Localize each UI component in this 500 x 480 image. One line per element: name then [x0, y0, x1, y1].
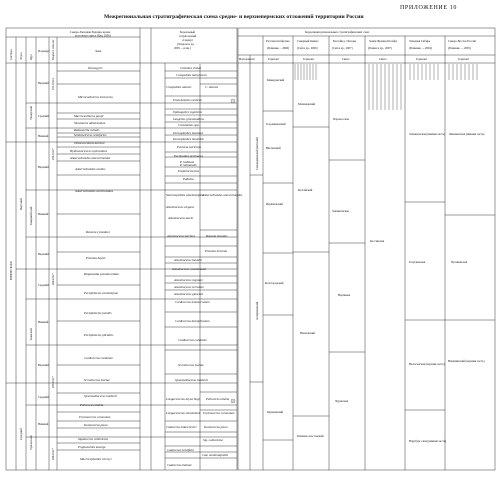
col-age: Возраст, млн лет — [51, 39, 55, 60]
tetrapod-zone: Amoeboceras regulare — [174, 278, 203, 282]
regional-title: Корреляция региональных стратиграфических схем — [305, 30, 369, 34]
age-label: 268.0±0.7 — [51, 448, 55, 460]
rp-horizon: Курциевский — [267, 410, 284, 414]
tetrapod-zone: Amoeboceras kochi — [168, 216, 194, 220]
zone-label: Hydrosauricerus hydrostatus — [70, 149, 108, 153]
zone-label: Sigaloceras calloviense — [78, 437, 109, 441]
zone-label: Ankervelinoides exaltus — [75, 167, 106, 171]
rp-horizon: Белогородский — [265, 281, 284, 285]
region-1-sub: (Решение… 2006) — [267, 46, 290, 50]
tetrapod-zone: Dorsoplanites ilovaiskii — [173, 137, 204, 141]
stage-2: Биармийский — [29, 206, 33, 225]
tetrapod-zone: Pictonia involuta — [205, 249, 228, 253]
tetrapod-zone: Cad. nordenskjoeldi — [202, 453, 228, 457]
supra-horizon: Ахтарминский — [255, 301, 259, 320]
region-4: Земля Франца-Иосифа — [369, 39, 397, 43]
zone-label: Ankervelinoides acuticostatus — [75, 189, 114, 193]
tetrapod-zone: Longaeviceras stenolobum — [166, 411, 201, 415]
tetrapod-zone: Craspedites taimyrensis — [176, 73, 207, 77]
ws-horizon: Васюганская (верхняя часть) — [409, 362, 445, 366]
zone-label: Proplanulites koenigi — [78, 445, 106, 449]
age-label: 254.0±0.7 — [51, 148, 55, 160]
pechora-formation: Захнинсвская — [332, 209, 349, 213]
series-middle: Средний — [19, 428, 23, 440]
region-3: Бассейн р. Печоры — [333, 39, 357, 43]
tetrapod-zone: P. hahnatalis — [180, 163, 197, 167]
tetrapod-zone: Amoeboceras kitchini — [167, 234, 195, 238]
marker-2-label: 2 — [232, 399, 234, 403]
pechora-formation: Нерпиная — [338, 293, 351, 297]
marker-1-label: 1 — [232, 99, 234, 103]
tetrapod-zone: Praechetaites exoticus — [173, 98, 202, 102]
tetrapod-zone: Kosmoceras jason — [204, 425, 228, 429]
series-upper: Верхний — [19, 198, 23, 210]
rp-horizon: Кимерджский — [267, 78, 285, 82]
tetrapod-zone: Sig. calloviense — [203, 438, 224, 442]
zone-label: Ankervelinoides antevorinoides — [70, 156, 111, 160]
tetrapod-zone: Amoeboceras serratum — [174, 285, 204, 289]
substage: Нижний — [38, 320, 49, 324]
subhdr-5: Горизонт — [416, 57, 428, 61]
zone-label: Ringsteadia pseudocordata — [84, 272, 119, 276]
substage: Верхний — [38, 165, 49, 169]
tetrapod-zone: Cadoceras tschefkini — [167, 448, 194, 452]
region-5: Западная Сибирь — [409, 39, 431, 43]
ne-horizon: Ненихинский (верхняя часть) — [448, 359, 485, 363]
zone-label: Erymnoceras coronatum — [79, 415, 111, 419]
col-zone: Зона — [95, 49, 102, 53]
region-5-sub: (Решение…, 2004) — [409, 46, 432, 50]
tetrapod-zone: Laugeites groenlandicus — [173, 117, 205, 121]
tetrapod-zone: Dorsoplanites maximus — [173, 131, 204, 135]
caucasus-horizon: Климено-мостовский — [297, 434, 324, 438]
substage: Средний — [38, 395, 49, 399]
stage-1: Татарский — [29, 105, 33, 120]
col-system: Система — [9, 49, 13, 60]
tetrapod-zone: Amoeboceras elegans — [166, 205, 194, 209]
tetrapod-zone: Cardioceras cordatum — [178, 338, 207, 342]
zone-label: Perisphinctes pumilis — [84, 311, 112, 315]
tetrapod-zone: Cadoceras elatmae — [167, 463, 192, 467]
ws-horizon: Наурбург-ская (нижняя часть) — [409, 439, 447, 443]
left-block-title: Северо-Западная Евразия, кроме — [70, 30, 111, 34]
zone-label: Microcatheterus meiocuria — [78, 95, 113, 99]
tetrapod-zone: Peltoceras athleta — [206, 397, 230, 401]
rp-horizon: Городищенский — [266, 122, 286, 126]
ws-horizon: Георгиевская — [409, 260, 426, 264]
region-4-sub: (Решен и др., 2007) — [368, 46, 392, 50]
substage: Средний — [38, 283, 49, 287]
stage-3: Камский — [29, 328, 33, 340]
zone-label: Redsaurella vultalis — [74, 128, 100, 132]
zone-label: Scrumiceras mariae — [84, 378, 110, 382]
zone-label: Peltoceras athleta — [80, 403, 104, 407]
tetrapod-zone: Quenstedtoceras lamberti — [175, 378, 209, 382]
supra-horizon: Северодвинский (вятский) — [255, 137, 259, 170]
tetrapod-zone: Longaeviceras keyserlingi — [166, 397, 200, 401]
region-6-sub: (Решение…, 2005) — [448, 46, 471, 50]
ne-horizon: Зимоменская (нижняя часть) — [449, 132, 485, 136]
tetrapod-title-5: 2005 ... и мн.) — [174, 46, 191, 50]
tetrapod-zone: Chetaites chetae — [180, 66, 202, 70]
zone-label: Macrocanthurus pantji — [74, 114, 104, 118]
zone-label: Perisphinctes cautisnigrae — [84, 291, 119, 295]
caucasus-horizon: Балтайский — [298, 188, 313, 192]
substage: Верхний — [38, 252, 49, 256]
subhdr-2: Горизонт — [303, 57, 315, 61]
tetrapod-zone: P. hodmani — [180, 160, 195, 164]
region-3-sub: (Сай и др., 2007) — [332, 46, 353, 50]
appendix-label: ПРИЛОЖЕНИЕ 10 — [400, 5, 457, 11]
left-block-title-2: восточного ярусу (Куд, 2006) — [75, 33, 111, 38]
tetrapod-title-4: (Захаров и др. — [177, 42, 195, 46]
tetrapod-zone: Crendonites spp. — [178, 123, 200, 127]
pechora-formation: Пароносская — [333, 117, 349, 121]
tetrapod-zone: Amoeboceras rosenkrantzi — [172, 267, 206, 271]
tetrapod-zone: Eosphinctoceras — [178, 169, 200, 173]
region-2-sub: (Сай и др., 2006) — [297, 46, 318, 50]
ne-horizon: Пучинянская — [451, 260, 468, 264]
ws-horizon: Захнинсвская (нижняя часть) — [409, 132, 445, 136]
col-substage: Подъярус — [38, 49, 50, 53]
tetrapod-zone: Cadoceras milaschevici — [166, 425, 197, 429]
rp-horizon: Вятланский — [266, 146, 281, 150]
tetrapod-zone: Pavlovia iatriensis — [177, 145, 201, 149]
zone-label: Sinosaurus admirandum — [74, 121, 106, 125]
tetrapod-zone: Cardioceras tenuiserratum — [175, 300, 210, 304]
pechora-formation: Чурмаская — [335, 399, 349, 403]
system-label: ПЕРМСКАЯ — [9, 261, 13, 280]
zone-label: Macrocephalites herveyi — [80, 457, 112, 461]
col-stage: Ярус — [29, 53, 33, 60]
caucasus-horizon: Малиновский — [298, 102, 315, 106]
zone-label: Sembowicerus semiforme — [74, 133, 107, 137]
substage: Нижний — [38, 134, 49, 138]
age-label: 265.8±0.7 — [51, 376, 55, 388]
tetrapod-zone: Rasenia borealis — [206, 234, 228, 238]
tetrapod-zone: Scrumiceras mariae — [178, 363, 204, 367]
zone-label: Pictonia baylei — [86, 256, 106, 260]
zone-label: Quenstedtoceras lamberti — [84, 394, 118, 398]
subhdr-3: Свита — [342, 57, 350, 61]
substage: Нижний — [38, 212, 49, 216]
fj-formation: Коссинская — [370, 239, 385, 243]
tetrapod-zone: Amoeboceras glosense — [174, 292, 204, 296]
tetrapod-zone: Subcraspedites anteiotemptus — [166, 193, 204, 197]
zone-label: Kosmoceras jason — [84, 423, 108, 427]
tetrapod-zone: Pectinatites pectinatus — [174, 154, 203, 158]
region-2: Северный Кавказ — [297, 39, 319, 43]
tetrapod-zone: Cardioceras densiplicatum — [175, 319, 210, 323]
subhdr-4: Свита — [379, 57, 387, 61]
age-label: 251.0±0.4 — [51, 78, 55, 90]
subhdr-6: Горизонт — [458, 57, 470, 61]
zone-label: Daraegyris — [88, 66, 103, 70]
tetrapod-title-2: тетраподовый — [179, 34, 197, 38]
age-label: 260.4±0.7 — [51, 273, 55, 285]
subhdr-1: Горизонт — [268, 57, 280, 61]
subhdr-0: Надгоризонт — [239, 57, 255, 61]
zone-label: Perisphinctes plicatilis — [84, 333, 114, 337]
region-1: Русская платформа — [266, 39, 290, 43]
zone-label: Cardioceras cordatum — [84, 356, 113, 360]
tetrapod-zone: Craspedites okensis — [166, 85, 192, 89]
tetrapod-zone: Amoeboceras bauhini — [174, 258, 202, 262]
tetrapod-zone: Pallasia — [183, 177, 194, 181]
tetrapod-title-3: стандарт — [182, 38, 193, 42]
substage: Средний — [38, 114, 49, 118]
substage: Верхний — [38, 363, 49, 367]
zone-label: Timolocerathus darwini — [74, 141, 105, 145]
rp-horizon: Ивушковский — [266, 202, 283, 206]
substage: Верхний — [38, 81, 49, 85]
caucasus-horizon: Ивановский — [300, 331, 315, 335]
tetrapod-title-1: Бореальный — [180, 30, 195, 34]
tetrapod-zone: C. okensis — [205, 85, 219, 89]
tetrapod-zone: Erymnoceras coronatum — [203, 411, 235, 415]
region-6: Северо-Восток России — [448, 39, 476, 43]
page-title: Межрегиональная стратиграфическая схема средне- и верхнепермских отложений территории России — [104, 14, 364, 20]
col-series: Отдел — [19, 52, 23, 60]
tetrapod-zone: Epilaugeites vogulicus — [173, 110, 202, 114]
substage: Нижний — [38, 422, 49, 426]
tetrapod-zone: Ankervelinoides antevorinoides — [202, 193, 243, 197]
stage-4: Уральский — [29, 435, 33, 450]
zone-label: Ravenia cymodoce — [86, 230, 110, 234]
